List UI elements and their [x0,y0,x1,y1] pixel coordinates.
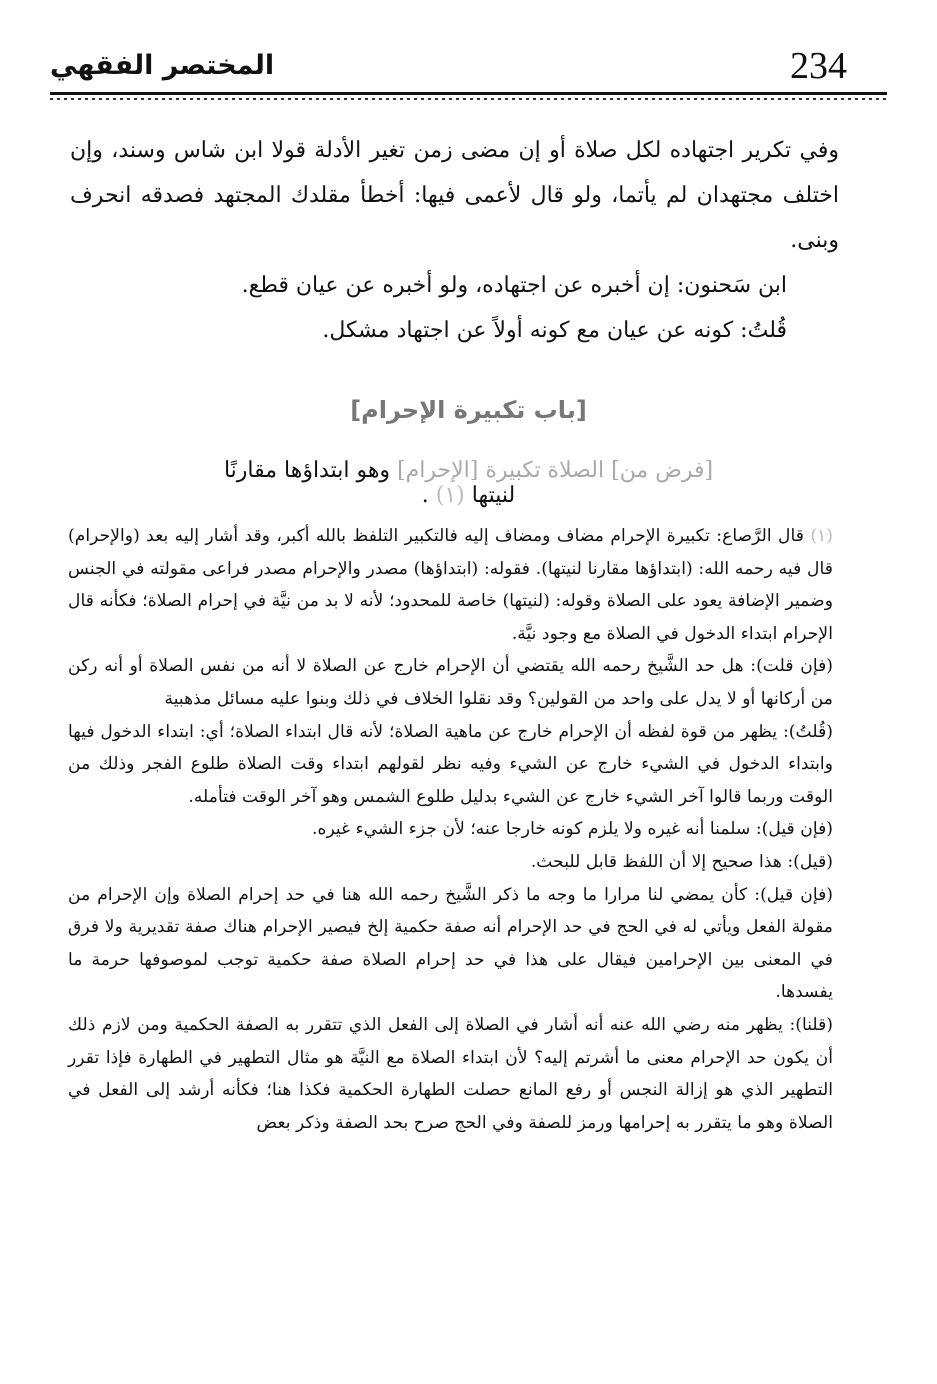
matn-period: . [421,483,429,508]
footnote-paragraph [68,716,833,814]
matn-text: وهو ابتداؤها مقارنًا لنيتها [223,458,516,508]
footnote-text: (فإن قلت): هل حد الشَّيخ رحمه الله يقتضي أن الإحرام خارج عن الصلاة لا أنه من نفس الصلاة أو أنه ركن من أركانها أو لا يدل على واحد من القولين؟ وقد نقلوا الخلاف في ذلك وبنوا عليه مسائل مذهبية [68,656,833,709]
page-number: 234 [790,45,847,87]
footnote-text: (فإن قيل): سلمنا أنه غيره ولا يلزم كونه خارجا عنه؛ لأن جزء الشيء غيره. [311,819,833,840]
footnote-paragraph [68,650,833,715]
header-rule-dotted [50,98,887,100]
running-title: المختصر الفقهي [50,50,275,81]
footnote-text: (قلنا): يظهر منه رضي الله عنه أنه أشار في الصلاة إلى الفعل الذي تتقرر به الصفة الحكمية ومن لازم ذلك أن يكون حد الإحرام معنى ما أشرتم إليه؟ لأن ابتداء الصلاة مع النيَّة هو مثال التطهير في الطهارة فإذا تقرر التطهير الذي هو إزالة النجس أو رفع المانع حصلت الطهارة الحكمية فكذا هنا؛ فكأنه أرشد إلى الفعل في الصلاة وهو ما يتقرر به إحرامها ورمز للصفة وفي الحج صرح بحد الصفة وذكر بعض [68,1014,833,1133]
matn-line [200,458,737,508]
header-rule [50,92,887,95]
quote-line: ابن سَحنون: إن أخبره عن اجتهاده، ولو أخبره عن عيان قطع. [241,273,787,298]
section-title: [باب تكبيرة الإحرام] [350,396,587,424]
main-paragraph: وفي تكرير اجتهاده لكل صلاة أو إن مضى زمن تغير الأدلة قولا ابن شاس وسند، وإن اختلف مجتهدان لم يأتما، ولو قال لأعمى فيها: أخطأ مقلدك المجتهد فصدقه انحرف وبنى. [70,138,839,253]
footnote-paragraph [68,846,833,879]
footnote-marker: (١) [810,526,833,546]
quote-line: قُلتُ: كونه عن عيان مع كونه أولاً عن اجتهاد مشكل. [322,318,787,343]
matn-faded-text: [فرض من] الصلاة تكبيرة [الإحرام] [397,458,714,483]
main-text [70,128,839,263]
footnote-reference: (١) [435,483,465,508]
footnote-paragraph [68,813,833,846]
footnote-text: (قُلتُ): يظهر من قوة لفظه أن الإحرام خارج عن ماهية الصلاة؛ لأنه قال ابتداء الصلاة؛ أي: ابتداء الدخول فيها وابتداء الدخول في الشيء خارج عن الشيء وفيه نظر لقولهم ابتداء وقت الصلاة طلوع الفجر وذلك من الوقت وربما قالوا آخر الشيء خارج عن الشيء بدليل طلوع الشمس وهو آخر الوقت فتأمله. [68,721,833,807]
footnote-text: قال الرَّصاع: تكبيرة الإحرام مضاف ومضاف إليه فالتكبير التلفظ بالله أكبر، وقد أشار إليه بعد (والإحرام) قال فيه رحمه الله: (ابتداؤها مقارنا لنيتها). فقوله: (ابتداؤها) مصدر والإحرام مصدر فراعى مقولته في الجنس وضمير الإضافة يعود على الصلاة وقوله: (لنيتها) خاصة للمحدود؛ لأنه لا بد من نيَّة في إحرام الصلاة؛ فكأنه قال الإحرام ابتداء الدخول في الصلاة مع وجود نيَّة. [68,526,833,644]
quote-qultu [160,308,787,353]
footnote-paragraph [68,879,833,1009]
footnote-paragraph [68,520,833,650]
footnotes [68,520,833,1139]
quote-ibn-sahnun [160,263,787,308]
footnote-text: (قيل): هذا صحيح إلا أن اللفظ قابل للبحث. [530,851,833,872]
footnote-paragraph [68,1009,833,1139]
footnote-text: (فإن قيل): كأن يمضي لنا مرارا ما وجه ما ذكر الشَّيخ رحمه الله هنا في حد إحرام الصلاة وإن الإحرام من مقولة الفعل ويأتي له في الحج في حد الإحرام أنه صفة حكمية إلخ فيصير الإحرام هناك صفة تقديرية ولا فرق في المعنى بين الإحرامين فيقال على هذا في حد إحرام الصلاة صفة حكمية توجب لموصوفها حرمة ما يفسدها. [68,884,833,1003]
page-header [50,44,887,96]
